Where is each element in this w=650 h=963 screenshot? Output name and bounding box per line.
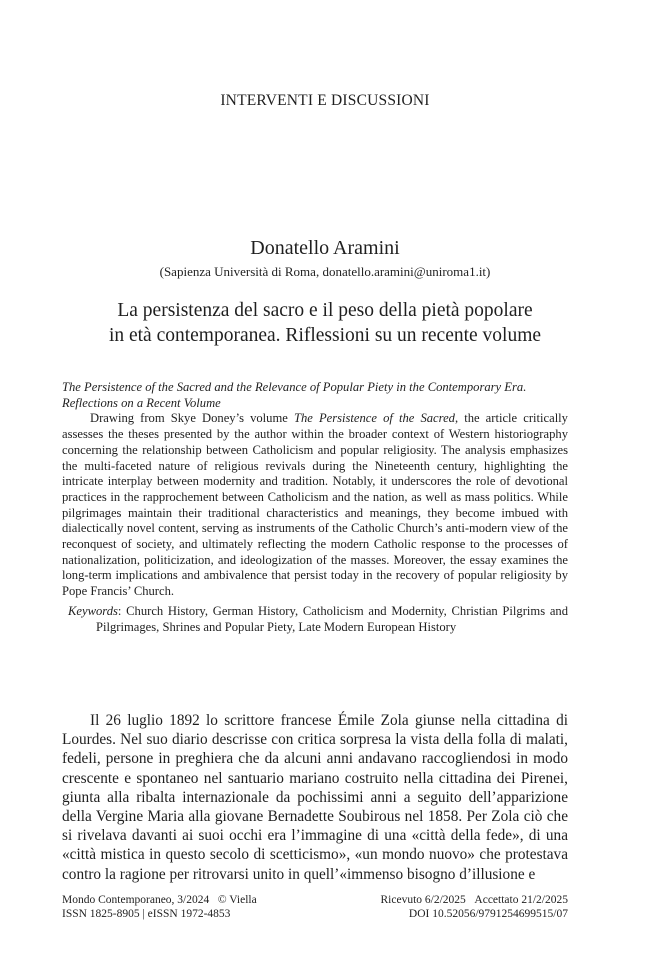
article-title-line-2: in età contemporanea. Riflessioni su un recente volume <box>108 325 542 346</box>
article-title-line-1: La persistenza del sacro e il peso della pietà popolare <box>117 300 533 321</box>
english-title-line-2: Reflections on a Recent Volume <box>62 395 221 410</box>
journal-issue: Mondo Contemporaneo, 3/2024 <box>62 894 210 906</box>
footer-journal <box>62 893 257 907</box>
abstract-text <box>62 411 568 599</box>
publisher: © Viella <box>217 894 257 906</box>
keywords-list: : Church History, German History, Catholicism and Modernity, Christian Pilgrims and Pilgrimages, Shrines and Popular Piety, Late Modern European History <box>96 603 568 634</box>
section-header: INTERVENTI E DISCUSSIONI <box>220 92 430 109</box>
doi: DOI 10.52056/9791254699515/07 <box>408 908 568 920</box>
accepted-date: Accettato 21/2/2025 <box>474 894 568 906</box>
abstract-text-start: Drawing from Skye Doney’s volume <box>90 411 294 426</box>
english-title-line-1: The Persistence of the Sacred and the Relevance of Popular Piety in the Contemporary Era. <box>62 380 527 394</box>
author-affiliation: (Sapienza Università di Roma, donatello.aramini@uniroma1.it) <box>159 264 491 279</box>
issn: ISSN 1825-8905 | eISSN 1972-4853 <box>62 908 231 920</box>
keywords-label: Keywords <box>68 603 118 618</box>
abstract-book-title: The Persistence of the Sacred <box>293 411 455 426</box>
page-footer <box>62 893 568 921</box>
author-name: Donatello Aramini <box>250 237 400 259</box>
keywords <box>62 604 568 635</box>
footer-row-2 <box>62 907 568 921</box>
abstract-text-rest: , the article critically assesses the theses presented by the author within the broader context of Western historiography concerning the relationship between Catholicism and popular religiosity. The analysis emphasizes the multi-faceted nature of religious revivals during the Nineteenth century, highlighting the intricate interplay between modernity and tradition. Notably, it underscores the role of devotional practices in the rapprochement between Catholicism and the nation, as well as mass politics. While pilgrimages maintain their traditional characteristics and meanings, they become imbued with dialectically novel content, serving as instruments of the Catholic Church’s anti-modern view of the reconquest of society, and ultimately reflecting the modern Catholic response to the processes of nationalization, politicization, and ideologization of the masses. Moreover, the essay examines the long-term implications and ambivalence that persist today in the recovery of popular religiosity by Pope Francis’ Church. <box>62 411 568 599</box>
english-title <box>62 380 568 411</box>
body-paragraph: Il 26 luglio 1892 lo scrittore francese Émile Zola giunse nella cittadina di Lourdes. Nel suo diario descrisse con critica sorpresa la vista della folla di malati, fedeli, persone in preghiera che da alcuni anni andavano raccogliendosi in modo crescente e spontaneo nel santuario mariano costruito nella cittadina dei Pirenei, giunta alla ribalta internazionale da pochissimi anni a seguito dell’apparizione della Vergine Maria alla giovane Bernadette Soubirous nel 1858. Per Zola ciò che si rivelava davanti ai suoi occhi era l’immagine di una «città della fede», di una «città mistica in questo secolo di scetticismo», «un mondo nuovo» che protestava contro la ragione per ritrovarsi unito in quell’«immenso bisogno d’illusione e <box>62 712 568 883</box>
footer-row-1 <box>62 893 568 907</box>
abstract <box>62 380 568 635</box>
article-title <box>60 298 590 348</box>
received-date: Ricevuto 6/2/2025 <box>380 894 466 906</box>
footer-dates <box>381 893 569 907</box>
